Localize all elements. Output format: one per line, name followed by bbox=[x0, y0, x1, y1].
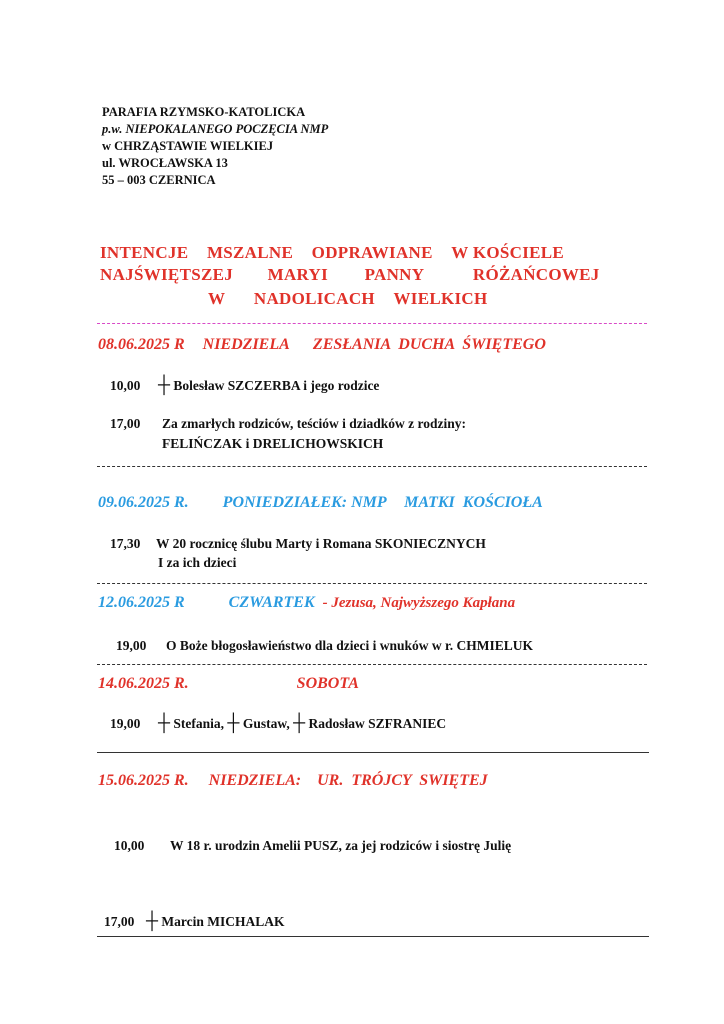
day-feast: UR. TRÓJCY SWIĘTEJ bbox=[317, 772, 488, 789]
day-feast: - Jezusa, Najwyższego Kapłana bbox=[322, 595, 516, 611]
mass-time: 10,00 bbox=[114, 838, 145, 853]
mass-time: 17,30 bbox=[110, 536, 141, 551]
mass-time: 19,00 bbox=[116, 638, 147, 653]
day-name: NIEDZIELA bbox=[202, 336, 289, 353]
day-name: PONIEDZIAŁEK: NMP bbox=[222, 494, 387, 511]
day-heading bbox=[98, 772, 488, 790]
title-word: WIELKICH bbox=[393, 289, 488, 308]
day-heading bbox=[98, 675, 359, 693]
title-line-2 bbox=[100, 264, 630, 286]
cross-icon: ┼ bbox=[146, 911, 159, 930]
cross-icon: ┼ bbox=[158, 375, 171, 394]
day-date: 12.06.2025 R bbox=[98, 594, 185, 611]
cross-icon: ┼ bbox=[227, 713, 240, 732]
day-heading bbox=[98, 594, 515, 612]
title-line-1 bbox=[100, 242, 630, 264]
mass-time: 10,00 bbox=[110, 378, 141, 393]
parish-street: ul. WROCŁAWSKA 13 bbox=[102, 156, 228, 170]
mass-intention-cont: I za ich dzieci bbox=[158, 555, 237, 570]
day-name: CZWARTEK bbox=[228, 594, 315, 611]
mass-intention-cont: FELIŃCZAK i DRELICHOWSKICH bbox=[162, 436, 384, 451]
divider bbox=[97, 936, 649, 937]
day-date: 14.06.2025 R. bbox=[98, 675, 189, 692]
mass-intention: Za zmarłych rodziców, teściów i dziadków z rodziny: bbox=[162, 416, 466, 431]
day-heading bbox=[98, 336, 546, 354]
divider bbox=[97, 664, 647, 665]
cross-icon: ┼ bbox=[293, 713, 306, 732]
title-word: MSZALNE bbox=[206, 243, 294, 262]
mass-time: 17,00 bbox=[110, 416, 141, 431]
title-word: W KOŚCIELE bbox=[451, 243, 565, 262]
day-date: 15.06.2025 R. bbox=[98, 772, 189, 789]
day-date: 08.06.2025 R bbox=[98, 336, 185, 353]
day-feast: ZESŁANIA DUCHA ŚWIĘTEGO bbox=[312, 336, 546, 353]
mass-intention bbox=[158, 713, 447, 732]
intention-text: Bolesław SZCZERBA i jego rodzice bbox=[173, 378, 380, 393]
mass-intention: O Boże błogosławieństwo dla dzieci i wnuków w r. CHMIELUK bbox=[166, 638, 534, 653]
divider bbox=[97, 323, 647, 324]
title-word: MARYI bbox=[267, 265, 329, 284]
mass-intention bbox=[158, 375, 380, 394]
mass-intention bbox=[146, 911, 285, 930]
title-word: PANNY bbox=[364, 265, 425, 284]
title-word: NADOLICACH bbox=[253, 289, 375, 308]
mass-intention: W 20 rocznicę ślubu Marty i Romana SKONIECZNYCH bbox=[156, 536, 486, 551]
day-name: SOBOTA bbox=[296, 675, 359, 692]
title-word: W bbox=[208, 289, 226, 308]
day-feast: MATKI KOŚCIOŁA bbox=[404, 494, 543, 511]
parish-location: w CHRZĄSTAWIE WIELKIEJ bbox=[102, 139, 274, 153]
title-word: INTENCJE bbox=[100, 243, 189, 262]
day-heading bbox=[98, 494, 543, 512]
day-name: NIEDZIELA: bbox=[208, 772, 302, 789]
parish-postcode: 55 – 003 CZERNICA bbox=[102, 173, 216, 187]
title-word: NAJŚWIĘTSZEJ bbox=[100, 265, 234, 284]
intention-text: Gustaw, bbox=[242, 716, 290, 731]
day-date: 09.06.2025 R. bbox=[98, 494, 189, 511]
title-word: ODPRAWIANE bbox=[311, 243, 433, 262]
title-line-3 bbox=[208, 288, 724, 310]
divider bbox=[97, 583, 647, 584]
parish-name: PARAFIA RZYMSKO-KATOLICKA bbox=[102, 105, 306, 119]
intention-text: Radosław SZFRANIEC bbox=[308, 716, 447, 731]
intention-text: Marcin MICHALAK bbox=[161, 914, 285, 929]
divider bbox=[97, 466, 647, 467]
divider bbox=[97, 752, 649, 753]
mass-time: 17,00 bbox=[104, 914, 135, 929]
cross-icon: ┼ bbox=[158, 713, 171, 732]
parish-patron: p.w. NIEPOKALANEGO POCZĘCIA NMP bbox=[102, 122, 329, 136]
title-word: RÓŻAŃCOWEJ bbox=[472, 265, 600, 284]
mass-time: 19,00 bbox=[110, 716, 141, 731]
mass-intention: W 18 r. urodzin Amelii PUSZ, za jej rodziców i siostrę Julię bbox=[170, 838, 512, 853]
intention-text: Stefania, bbox=[173, 716, 225, 731]
